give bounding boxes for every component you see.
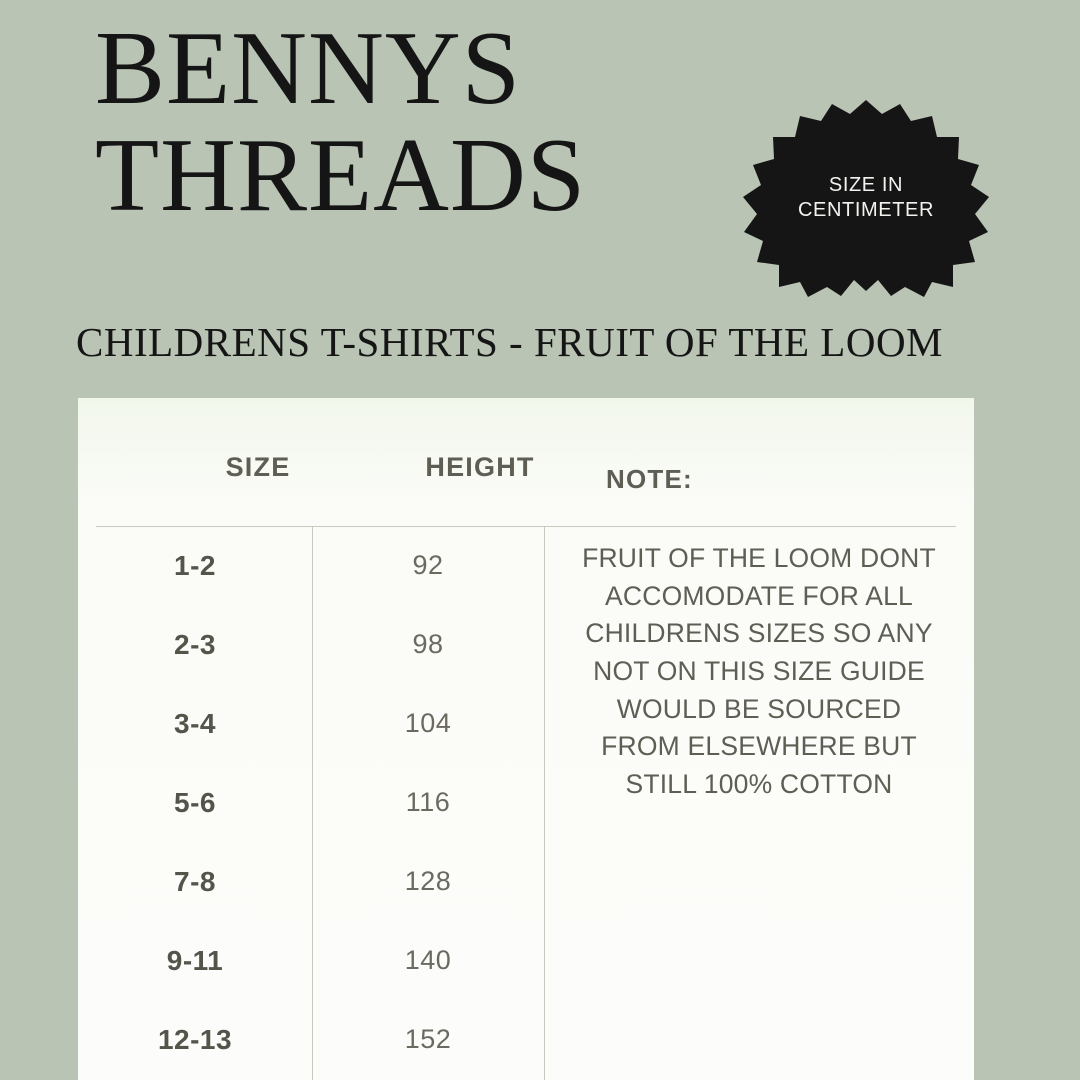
note-line: CHILDRENS SIZES SO ANY	[585, 618, 933, 649]
cell-size: 12-13	[157, 1023, 233, 1055]
badge-text	[742, 98, 990, 298]
cell-height: 104	[404, 708, 452, 738]
note-line: ACCOMODATE FOR ALL	[605, 580, 913, 611]
note-line: FRUIT OF THE LOOM DONT	[582, 543, 936, 573]
cell-height: 152	[404, 1024, 452, 1054]
cell-size: 1-2	[174, 549, 216, 581]
cell-size: 9-11	[166, 944, 224, 976]
cell-height: 128	[404, 866, 452, 896]
cell-height: 140	[404, 945, 452, 975]
cell-size: 3-4	[174, 707, 216, 739]
table-row	[78, 1000, 548, 1079]
table-row	[78, 605, 548, 684]
column-header-size: SIZE	[225, 452, 291, 482]
badge-line-1: SIZE IN	[828, 174, 904, 196]
cell-height: 92	[412, 550, 444, 580]
cell-size: 7-8	[174, 865, 216, 897]
cell-size: 2-3	[174, 628, 216, 660]
page-subtitle: CHILDRENS T-SHIRTS - FRUIT OF THE LOOM	[76, 319, 944, 365]
brand-title	[95, 9, 715, 233]
note-line: NOT ON THIS SIZE GUIDE	[593, 655, 925, 686]
note-line: STILL 100% COTTON	[625, 768, 893, 799]
column-header-height: HEIGHT	[425, 452, 535, 482]
table-header-row	[78, 398, 974, 526]
note-text	[554, 540, 964, 803]
table-row	[78, 763, 548, 842]
table-row	[78, 842, 548, 921]
header	[0, 0, 1080, 400]
table-body	[78, 526, 548, 1079]
cell-size: 5-6	[174, 786, 216, 818]
badge-line-2: CENTIMETER	[798, 199, 934, 221]
brand-title-line-2: THREADS	[95, 115, 587, 233]
note-line: WOULD BE SOURCED	[616, 693, 902, 724]
table-row	[78, 526, 548, 605]
cell-height: 116	[405, 787, 451, 817]
cell-height: 98	[412, 629, 444, 659]
note-line: FROM ELSEWHERE BUT	[601, 731, 917, 762]
size-unit-badge	[742, 98, 990, 298]
table-row	[78, 684, 548, 763]
table-row	[78, 921, 548, 1000]
brand-title-line-1: BENNYS	[95, 9, 522, 126]
column-header-note: NOTE:	[606, 464, 693, 494]
size-chart-card	[78, 398, 974, 1080]
